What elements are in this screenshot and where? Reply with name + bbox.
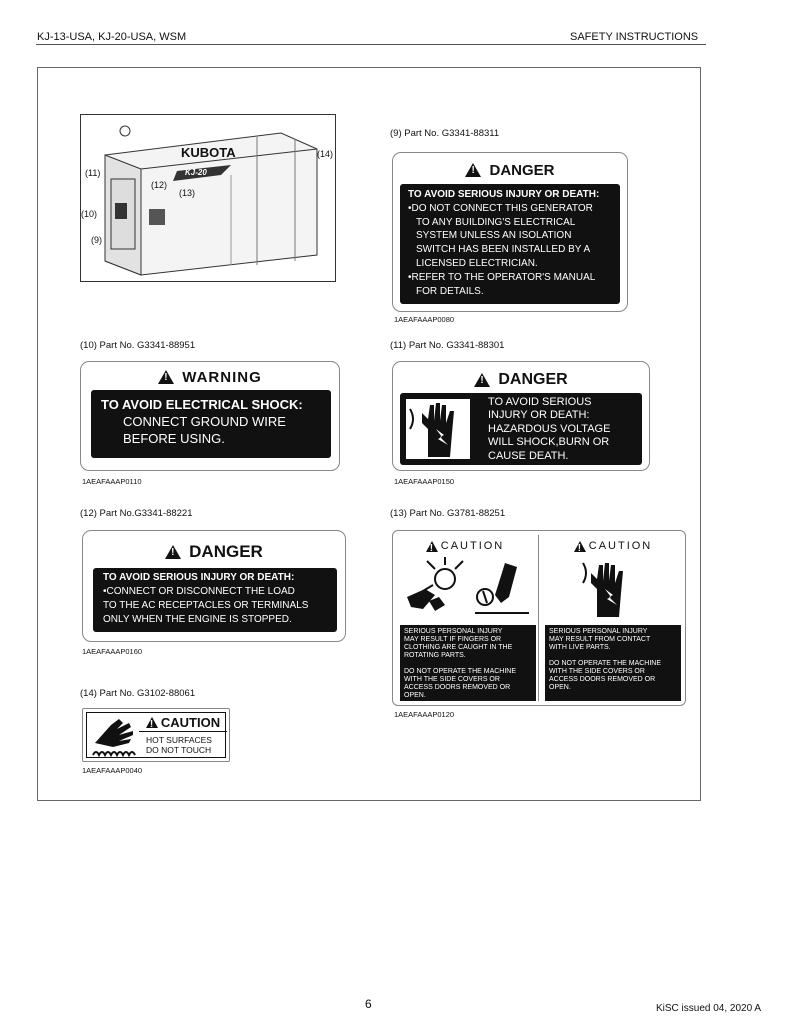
label-10-message — [91, 390, 331, 458]
label-9-caption: (9) Part No. G3341-88311 — [390, 128, 500, 139]
label-13-left-line: CLOTHING ARE CAUGHT IN THE — [404, 644, 513, 651]
warning-triangle-icon — [158, 370, 174, 384]
electric-shock-hand-icon — [579, 557, 639, 619]
warning-triangle-icon — [165, 545, 181, 559]
callout-10: (10) — [81, 209, 98, 219]
label-11-line: TO AVOID SERIOUS — [488, 396, 592, 408]
label-11-text — [488, 396, 610, 463]
label-14-code: 1AEAFAAAP0040 — [82, 766, 143, 775]
label-13-right-signal: CAUTION — [588, 540, 653, 552]
label-13-left-header — [397, 538, 533, 554]
label-13-right-line: MAY RESULT FROM CONTACT — [549, 636, 651, 643]
label-12-signal: DANGER — [189, 542, 263, 561]
label-13-right-header — [543, 538, 683, 554]
label-13-right-line: SERIOUS PERSONAL INJURY — [549, 628, 648, 635]
label-14-line: DO NOT TOUCH — [146, 745, 212, 755]
label-11 — [392, 361, 650, 471]
label-13-right-line: WITH THE SIDE COVERS OR — [549, 668, 645, 675]
label-13-left-line: MAY RESULT IF FINGERS OR — [404, 636, 502, 643]
label-13-divider — [538, 535, 539, 701]
label-9-line: TO AVOID SERIOUS INJURY OR DEATH: — [408, 189, 600, 200]
callout-9: (9) — [91, 235, 102, 245]
generator-brand: KUBOTA — [181, 145, 236, 160]
label-13-caption: (13) Part No. G3781-88251 — [390, 508, 506, 519]
header-model: KJ-13-USA, KJ-20-USA, WSM — [37, 31, 187, 43]
hot-surface-hand-icon — [89, 715, 139, 757]
generator-model: KJ-20 — [185, 168, 207, 177]
label-9-line: FOR DETAILS. — [416, 285, 484, 297]
label-13-left-line: OPEN. — [404, 692, 426, 699]
label-9-header — [393, 159, 627, 181]
warning-triangle-icon — [465, 163, 481, 177]
label-13-right-line: ACCESS DOORS REMOVED OR — [549, 676, 656, 683]
label-12-message — [93, 568, 337, 632]
label-13-right-line: WITH LIVE PARTS. — [549, 644, 611, 651]
label-13-left-line: WITH THE SIDE COVERS OR — [404, 676, 500, 683]
label-11-code: 1AEAFAAAP0150 — [394, 477, 455, 486]
label-10-line: TO AVOID ELECTRICAL SHOCK: — [101, 397, 303, 412]
label-9-line: LICENSED ELECTRICIAN. — [416, 257, 538, 269]
label-11-header — [393, 369, 649, 391]
label-11-caption: (11) Part No. G3341-88301 — [390, 340, 505, 351]
callout-12: (12) — [151, 180, 168, 190]
label-11-message — [400, 393, 642, 465]
label-13-right-line: OPEN. — [549, 684, 571, 691]
label-10-code: 1AEAFAAAP0110 — [82, 477, 142, 486]
label-10-line: CONNECT GROUND WIRE — [123, 414, 286, 429]
label-13-left-message — [400, 625, 536, 701]
label-13-right-line — [549, 652, 677, 660]
label-12 — [82, 530, 346, 642]
generator-drawing — [81, 115, 336, 282]
label-11-line: WILL SHOCK,BURN OR — [488, 436, 610, 449]
label-14-signal: CAUTION — [160, 714, 221, 730]
label-13-left-signal: CAUTION — [440, 540, 505, 552]
label-14-caption: (14) Part No. G3102-88061 — [80, 688, 196, 699]
label-12-line: ONLY WHEN THE ENGINE IS STOPPED. — [103, 614, 292, 625]
label-14-header — [139, 714, 227, 730]
label-14-line: HOT SURFACES — [146, 735, 212, 745]
label-11-line: INJURY OR DEATH: — [488, 409, 590, 422]
header-section: SAFETY INSTRUCTIONS — [570, 31, 699, 43]
label-9-line: •REFER TO THE OPERATOR'S MANUAL — [408, 271, 596, 283]
callout-13: (13) — [179, 188, 196, 198]
warning-triangle-icon — [574, 541, 586, 552]
label-12-header — [83, 540, 345, 564]
label-10-line: BEFORE USING. — [123, 431, 225, 446]
label-11-signal: DANGER — [498, 371, 568, 388]
label-12-caption: (12) Part No.G3341-88221 — [80, 508, 193, 519]
label-13 — [392, 530, 686, 706]
warning-triangle-icon — [426, 541, 438, 552]
label-14-message — [146, 735, 212, 755]
issue-note: KiSC issued 04, 2020 A — [656, 1003, 762, 1014]
label-12-line: TO AVOID SERIOUS INJURY OR DEATH: — [103, 572, 295, 583]
label-10 — [80, 361, 340, 471]
label-13-right-message — [545, 625, 681, 701]
label-9 — [392, 152, 628, 312]
label-10-caption: (10) Part No. G3341-88951 — [80, 340, 196, 351]
label-13-code: 1AEAFAAAP0120 — [394, 710, 455, 719]
header-rule — [36, 44, 706, 45]
label-10-signal: WARNING — [182, 368, 262, 386]
page-number: 6 — [365, 997, 372, 1011]
label-14 — [82, 708, 230, 762]
label-12-line: TO THE AC RECEPTACLES OR TERMINALS — [103, 600, 309, 611]
label-12-line: •CONNECT OR DISCONNECT THE LOAD — [103, 586, 295, 597]
label-13-left-line: SERIOUS PERSONAL INJURY — [404, 628, 503, 635]
label-10-header — [81, 366, 339, 388]
label-13-left-line: DO NOT OPERATE THE MACHINE — [404, 668, 517, 675]
label-9-message — [400, 184, 620, 304]
rotating-parts-icon — [405, 557, 533, 619]
warning-triangle-icon — [474, 373, 490, 387]
label-13-left-line: ROTATING PARTS. — [404, 652, 466, 659]
label-13-left-line — [404, 660, 532, 668]
label-13-right-line: DO NOT OPERATE THE MACHINE — [549, 660, 662, 667]
label-14-rule — [139, 731, 227, 732]
label-9-line: SYSTEM UNLESS AN ISOLATION — [416, 230, 572, 242]
label-9-line: TO ANY BUILDING'S ELECTRICAL — [416, 216, 576, 228]
callout-14: (14) — [317, 149, 334, 159]
generator-figure — [80, 114, 336, 282]
label-9-line: SWITCH HAS BEEN INSTALLED BY A — [416, 244, 591, 256]
label-9-line: •DO NOT CONNECT THIS GENERATOR — [408, 202, 593, 214]
warning-triangle-icon — [146, 717, 158, 728]
callout-11: (11) — [85, 168, 101, 178]
label-11-line: HAZARDOUS VOLTAGE — [488, 422, 611, 435]
label-9-code: 1AEAFAAAP0080 — [394, 315, 455, 324]
electric-shock-hand-icon — [406, 399, 470, 459]
label-11-line: CAUSE DEATH. — [488, 449, 569, 462]
label-12-code: 1AEAFAAAP0160 — [82, 647, 143, 656]
label-9-signal: DANGER — [489, 161, 555, 179]
label-13-left-line: ACCESS DOORS REMOVED OR — [404, 684, 511, 691]
